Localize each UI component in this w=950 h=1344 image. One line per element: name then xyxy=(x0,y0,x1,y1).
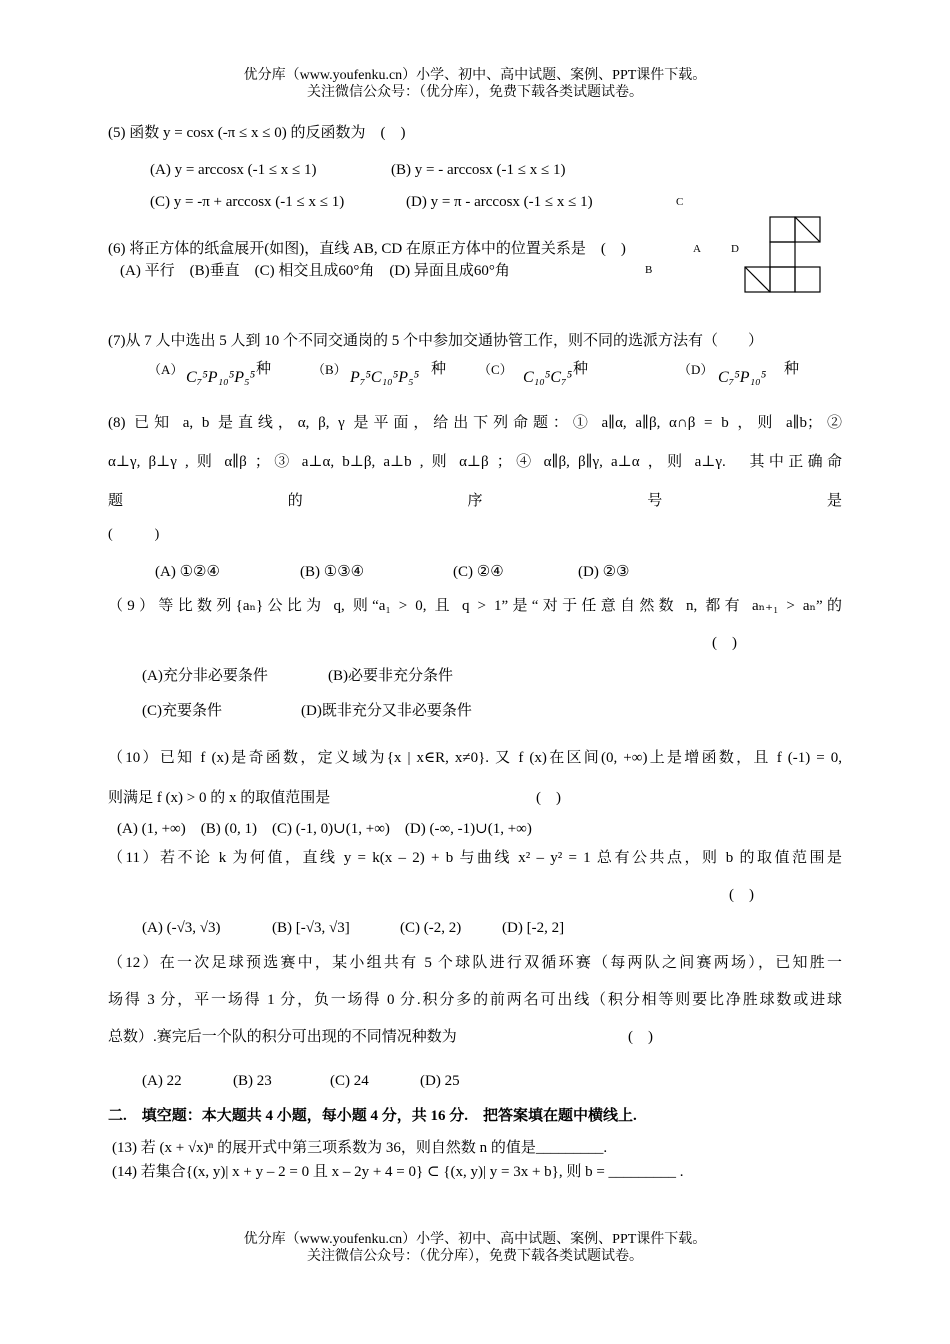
q7-d-unit: 种 xyxy=(784,361,800,377)
q9-paren: ( ) xyxy=(712,635,737,651)
q12-line-2: 场得 3 分，平一场得 1 分，负一场得 0 分.积分多的前两名可出线（积分相等则要比净胜球数或进球 xyxy=(108,992,842,1008)
q8-word: 是 xyxy=(826,493,842,509)
q6-options: (A) 平行 (B)垂直 (C) 相交且成60°角 (D) 异面且成60°角 xyxy=(120,263,510,279)
header-line-1: 优分库（www.youfenku.cn）小学、初中、高中试题、案例、PPT课件下载。 xyxy=(243,68,707,83)
net-square xyxy=(770,217,795,242)
label-a: A xyxy=(693,243,701,255)
footer-line-2: 关注微信公众号：（优分库），免费下载各类试题试卷。 xyxy=(307,1249,643,1264)
q7-c-unit: 种 xyxy=(573,361,589,377)
q5-option-c: (C) y = -π + arccosx (-1 ≤ x ≤ 1) xyxy=(150,194,345,210)
q9-stem: （9）等比数列{aₙ}公比为 q, 则“a₁ > 0, 且 q > 1”是“对于任意自然数 n, 都有 aₙ₊₁ > aₙ”的 xyxy=(108,598,842,614)
net-square xyxy=(770,267,795,292)
label-d: D xyxy=(731,243,739,255)
label-c: C xyxy=(676,196,684,208)
q7-b-unit: 种 xyxy=(431,361,447,377)
q12-option-c: (C) 24 xyxy=(330,1073,369,1089)
q11-option-b: (B) [-√3, √3] xyxy=(272,920,350,936)
q7-d-label: （D） xyxy=(678,362,714,377)
q10-line-2: 则满足 f (x) > 0 的 x 的取值范围是 xyxy=(108,790,331,806)
q9-option-d: (D)既非充分又非必要条件 xyxy=(301,703,472,719)
q12-paren: ( ) xyxy=(628,1029,653,1045)
q8-word: 号 xyxy=(647,493,663,509)
q5-stem: (5) 函数 y = cosx (-π ≤ x ≤ 0) 的反函数为 ( ) xyxy=(108,125,406,141)
q8-option-d: (D) ②③ xyxy=(578,564,630,580)
q8-paren: ( ) xyxy=(108,527,160,542)
q11-paren: ( ) xyxy=(729,887,754,903)
q5-option-a: (A) y = arccosx (-1 ≤ x ≤ 1) xyxy=(150,162,317,178)
net-square xyxy=(795,267,820,292)
q11-option-d: (D) [-2, 2] xyxy=(502,920,565,936)
q11-option-a: (A) (-√3, √3) xyxy=(142,920,221,936)
q7-c-expr: C₁₀⁵C₇⁵ xyxy=(523,369,573,386)
q5-option-d: (D) y = π - arccosx (-1 ≤ x ≤ 1) xyxy=(406,194,593,210)
q8-line-2: α⊥γ, β⊥γ , 则 α∥β ；③ a⊥α, b⊥β, a⊥b , 则 α⊥β ；④ α∥β, β∥γ, a⊥α ，则 a⊥γ. 其中正确命 xyxy=(108,454,842,470)
q7-a-label: （A） xyxy=(148,362,184,377)
q8-option-b: (B) ①③④ xyxy=(300,564,365,580)
q12-option-b: (B) 23 xyxy=(233,1073,272,1089)
q10-paren: ( ) xyxy=(536,790,561,806)
q8-word: 题 xyxy=(108,493,124,509)
q8-option-a: (A) ①②④ xyxy=(155,564,220,580)
label-b: B xyxy=(645,264,653,276)
q12-option-a: (A) 22 xyxy=(142,1073,182,1089)
cube-net-figure xyxy=(740,213,860,303)
q8-line-1: (8) 已知 a, b 是直线，α, β, γ 是平面，给出下列命题：① a∥α, a∥β, α∩β = b ，则 a∥b；② xyxy=(108,415,842,431)
q7-a-expr: C₇⁵P₁₀⁵P₅⁵ xyxy=(186,369,256,386)
q9-option-c: (C)充要条件 xyxy=(142,703,222,719)
q8-line-3 xyxy=(108,491,842,511)
q9-option-a: (A)充分非必要条件 xyxy=(142,668,268,684)
q13-text: (13) 若 (x + √x)ⁿ 的展开式中第三项系数为 36，则自然数 n 的值是_________. xyxy=(112,1140,608,1156)
q7-stem: (7)从 7 人中选出 5 人到 10 个不同交通岗的 5 个中参加交通协管工作，则不同的选派方法有（ ） xyxy=(108,333,763,349)
q11-stem: （11）若不论 k 为何值，直线 y = k(x – 2) + b 与曲线 x² – y² = 1 总有公共点，则 b 的取值范围是 xyxy=(108,850,842,866)
q7-a-unit: 种 xyxy=(256,361,272,377)
q12-option-d: (D) 25 xyxy=(420,1073,460,1089)
q14-text: (14) 若集合{(x, y)| x + y – 2 = 0 且 x – 2y + 4 = 0} ⊂ {(x, y)| y = 3x + b}, 则 b = _________ . xyxy=(112,1164,684,1180)
q7-b-label: （B） xyxy=(312,362,347,377)
q10-options: (A) (1, +∞) (B) (0, 1) (C) (-1, 0)∪(1, +∞) (D) (-∞, -1)∪(1, +∞) xyxy=(117,821,532,837)
footer-line-1: 优分库（www.youfenku.cn）小学、初中、高中试题、案例、PPT课件下载。 xyxy=(243,1232,707,1247)
header-line-2: 关注微信公众号：（优分库），免费下载各类试题试卷。 xyxy=(307,85,643,100)
q10-line-1: （10）已知 f (x)是奇函数，定义域为{x | x∈R, x≠0}. 又 f (x)在区间(0, +∞)上是增函数，且 f (-1) = 0, xyxy=(108,750,842,766)
q9-option-b: (B)必要非充分条件 xyxy=(328,668,453,684)
q6-stem: (6) 将正方体的纸盒展开(如图)，直线 AB, CD 在原正方体中的位置关系是 ( ) xyxy=(108,241,626,257)
q11-option-c: (C) (-2, 2) xyxy=(400,920,462,936)
q12-line-1: （12）在一次足球预选赛中，某小组共有 5 个球队进行双循环赛（每两队之间赛两场），已知胜一 xyxy=(108,955,842,971)
diagonal-line xyxy=(795,217,820,242)
section-2-title: 二. 填空题：本大题共 4 小题，每小题 4 分，共 16 分. 把答案填在题中横线上. xyxy=(108,1108,637,1124)
q7-c-label: （C） xyxy=(478,362,513,377)
q7-b-expr: P₇⁵C₁₀⁵P₅⁵ xyxy=(350,369,420,386)
q8-option-c: (C) ②④ xyxy=(453,564,504,580)
q7-d-expr: C₇⁵P₁₀⁵ xyxy=(718,369,767,386)
q12-line-3: 总数）.赛完后一个队的积分可出现的不同情况种数为 xyxy=(108,1029,457,1045)
q8-word: 的 xyxy=(287,493,303,509)
q8-word: 序 xyxy=(467,493,483,509)
q5-option-b: (B) y = - arccosx (-1 ≤ x ≤ 1) xyxy=(391,162,566,178)
net-square xyxy=(770,242,795,267)
diagonal-line xyxy=(745,267,770,292)
